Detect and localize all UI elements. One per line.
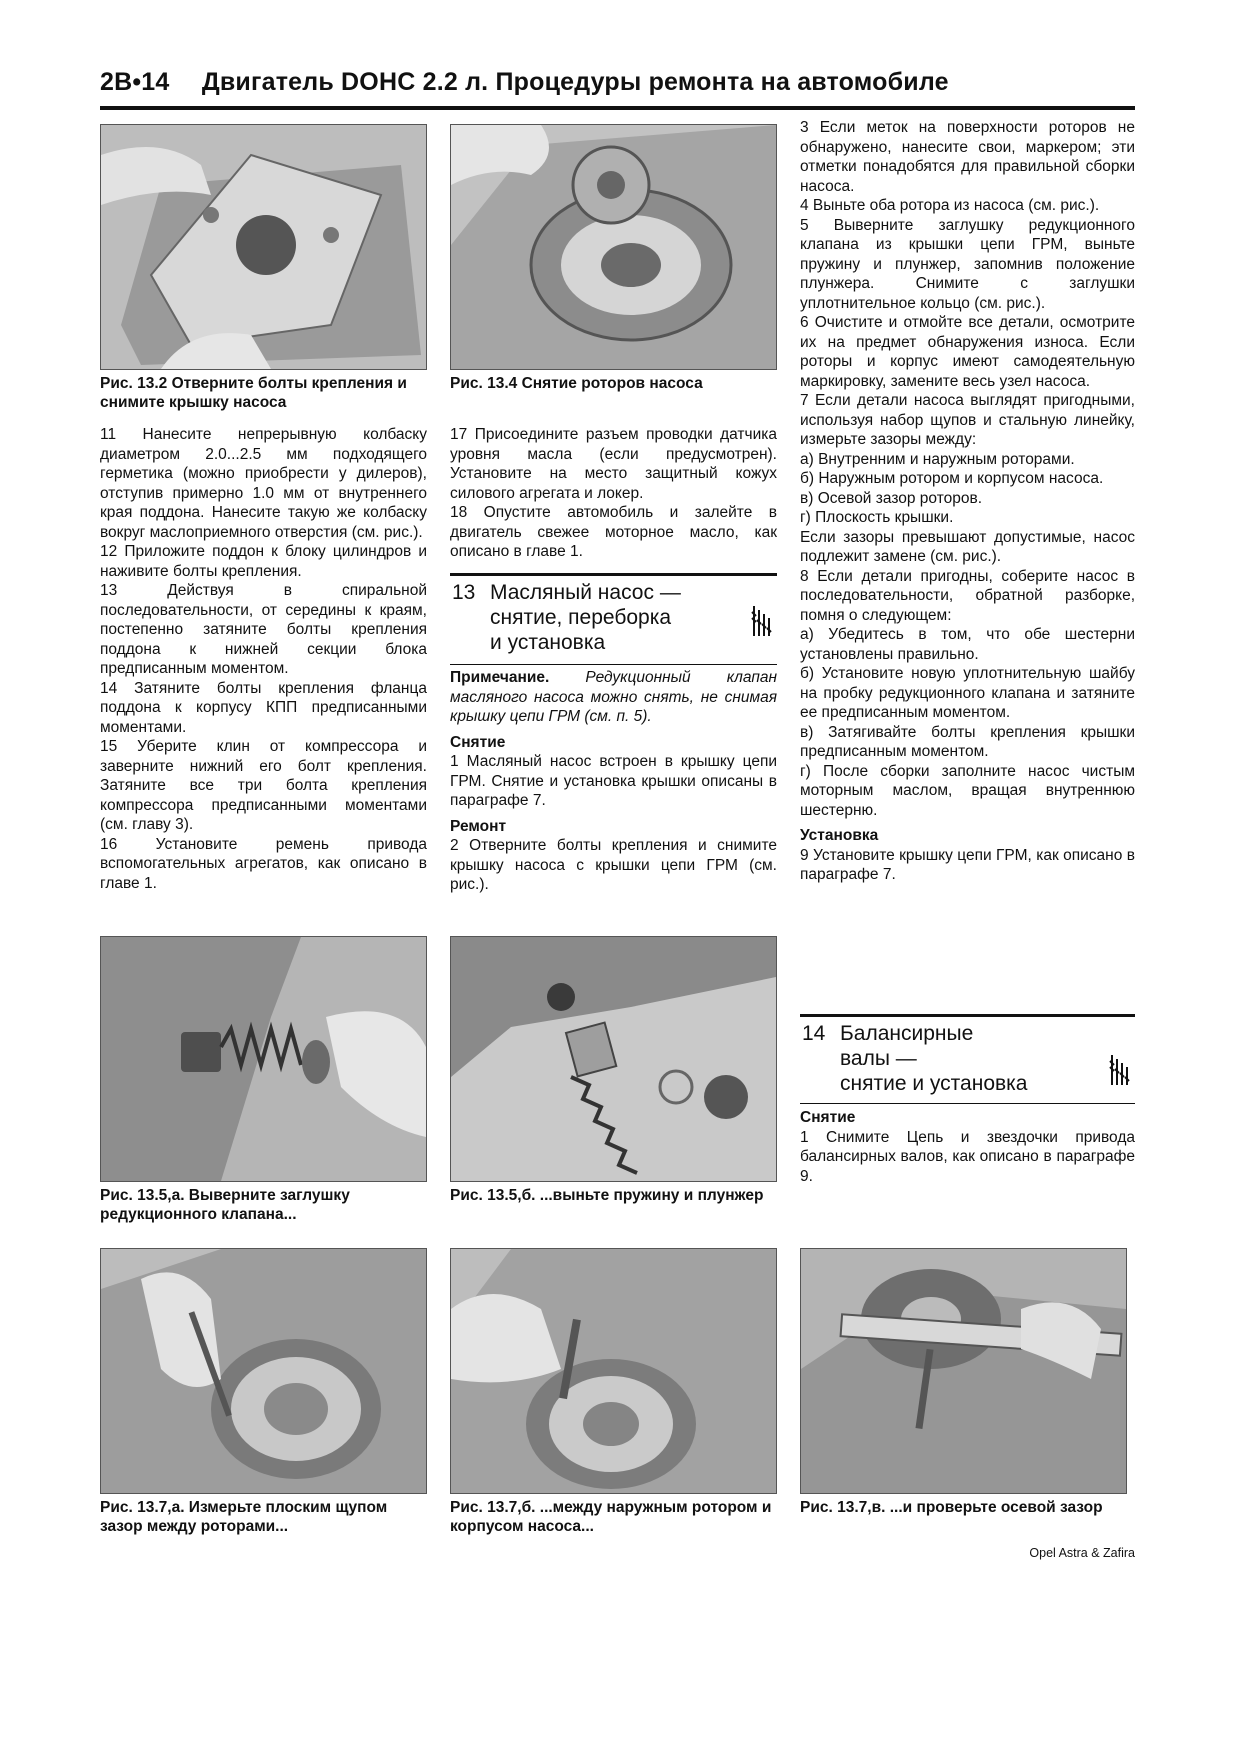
- paragraph-13: 13 Действуя в спиральной последовательности, от середины к краям, постепенно затяните болты крепления поддона к нижней секции блока предписанным моментом.: [100, 582, 427, 677]
- caption-fig-13-7c: Рис. 13.7,в. ...и проверьте осевой зазор: [800, 1499, 1103, 1516]
- caption-fig-13-4: Рис. 13.4 Снятие роторов насоса: [450, 375, 703, 392]
- caption-fig-13-7a: Рис. 13.7,а. Измерьте плоским щупом зазор между роторами...: [100, 1499, 388, 1535]
- paragraph-18: 18 Опустите автомобиль и залейте в двигатель свежее моторное масло, как описано в главе 1.: [450, 504, 777, 560]
- note-label: Примечание.: [450, 669, 550, 686]
- caption-fig-13-7b: Рис. 13.7,б. ...между наружным ротором и корпусом насоса...: [450, 1499, 772, 1535]
- paragraph-17: 17 Присоедините разъем проводки датчика уровня масла (если предусмотрен). Установите на место защитный кожух силового агрегата и локер.: [450, 426, 777, 502]
- photo-pump-cover: [100, 124, 427, 370]
- photo-pump-rotors: [450, 124, 777, 370]
- paragraph-9: 9 Установите крышку цепи ГРМ, как описано в параграфе 7.: [800, 846, 1135, 883]
- paragraph-16: 16 Установите ремень привода вспомогательных агрегатов, как описано в главе 1.: [100, 835, 427, 892]
- paragraph-11: 11 Нанесите непрерывную колбаску диаметром 2.0...2.5 мм подходящего герметика (можно приобрести у дилеров), отступив примерно 1.0 мм от внутреннего края поддона. Нанесите такую же колбаску вокруг маслоприемного отверстия (см. рис.).: [100, 426, 427, 541]
- section-14-title-line1: Балансирные: [840, 1022, 974, 1045]
- paragraph-6: 6 Очистите и отмойте все детали, осмотрите их на предмет обнаружения износа. Если роторы и корпус имеют самодеятельную маркировку, замените весь узел насоса.: [800, 314, 1135, 390]
- list-item-7b: б) Наружным ротором и корпусом насоса.: [800, 470, 1104, 487]
- paragraph-4: 4 Выньте оба ротора из насоса (см. рис.).: [800, 197, 1100, 214]
- list-item-7a: а) Внутренним и наружным роторами.: [800, 450, 1075, 468]
- subheading-installation: Установка: [800, 827, 879, 844]
- list-item-7d: г) Плоскость крышки.: [800, 509, 954, 526]
- text-column-1: [100, 425, 427, 893]
- section-13-number: 13: [452, 581, 476, 604]
- photo-feeler-gauge-rotors: [100, 1248, 427, 1494]
- list-item-8d: г) После сборки заполните насос чистым моторным маслом, вращая внутреннюю шестерню.: [800, 762, 1135, 819]
- caption-fig-13-5b: Рис. 13.5,б. ...выньте пружину и плунжер: [450, 1187, 764, 1204]
- section-13-title-line2: снятие, переборка: [490, 606, 672, 629]
- footer-book-title: Opel Astra & Zafira: [1029, 1546, 1135, 1560]
- paragraph-8: 8 Если детали пригодны, соберите насос в последовательности, обратной разборке, помня о следующем:: [800, 567, 1135, 624]
- photo-straightedge-axial: [800, 1248, 1127, 1494]
- paragraph-7e: Если зазоры превышают допустимые, насос подлежит замене (см. рис.).: [800, 528, 1135, 565]
- paragraph-15: 15 Уберите клин от компрессора и заверните нижний его болт крепления. Затяните все три болта крепления компрессора предписанными моментами (см. главу 3).: [100, 738, 427, 833]
- paragraph-2: 2 Отверните болты крепления и снимите крышку насоса с крышки цепи ГРМ (см. рис.).: [450, 837, 777, 893]
- paragraph-1: 1 Масляный насос встроен в крышку цепи ГРМ. Снятие и установка крышки описаны в параграфе 7.: [450, 753, 777, 809]
- note-paragraph: [450, 668, 777, 727]
- photo-feeler-gauge-housing: [450, 1248, 777, 1494]
- list-item-8c: в) Затягивайте болты крепления крышки предписанным моментом.: [800, 723, 1135, 760]
- section-13-title-line3: и установка: [490, 631, 606, 654]
- caption-fig-13-2: Рис. 13.2 Отверните болты крепления и снимите крышку насоса: [100, 375, 407, 411]
- subheading-removal: Снятие: [450, 733, 506, 751]
- section-14-heading: [800, 1014, 1135, 1104]
- subheading-removal-14: Снятие: [800, 1109, 856, 1126]
- page-header: [100, 68, 1135, 97]
- photo-relief-valve-plug: [100, 936, 427, 1182]
- section-14-title-line3: снятие и установка: [840, 1072, 1028, 1095]
- section-14-number: 14: [802, 1022, 826, 1045]
- paragraph-14-1: 1 Снимите Цепь и звездочки привода балансирных валов, как описано в параграфе 9.: [800, 1128, 1135, 1185]
- header-rule: [100, 106, 1135, 110]
- list-item-7c: в) Осевой зазор роторов.: [800, 489, 983, 507]
- section-14-body: [800, 1108, 1135, 1186]
- paragraph-12: 12 Приложите поддон к блоку цилиндров и наживите болты крепления.: [100, 543, 427, 580]
- note-text: Редукционный клапан масляного насоса можно снять, не снимая крышку цепи ГРМ (см. п. 5).: [450, 669, 777, 725]
- paragraph-14: 14 Затяните болты крепления фланца поддона к корпусу КПП предписанными моментами.: [100, 679, 427, 736]
- text-column-3: [800, 118, 1135, 885]
- page-number: 2B•14: [100, 68, 170, 96]
- page-title: Двигатель DOHC 2.2 л. Процедуры ремонта на автомобиле: [201, 68, 949, 96]
- list-item-8b: б) Установите новую уплотнительную шайбу на пробку редукционного клапана и затяните ее предписанным моментом.: [800, 665, 1135, 721]
- section-13-title-line1: Масляный насос —: [490, 581, 681, 604]
- caption-fig-13-5a: Рис. 13.5,а. Выверните заглушку редукционного клапана...: [100, 1187, 350, 1223]
- paragraph-5: 5 Выверните заглушку редукционного клапана из крышки цепи ГРМ, выньте пружину и плунжер, запомнив положение плунжера. Снимите с заглушки уплотнительное кольцо (см. рис.).: [800, 216, 1135, 312]
- paragraph-3: 3 Если меток на поверхности роторов не обнаружено, нанесите свои, маркером; эти отметки понадобятся для правильной сборки насоса.: [800, 119, 1135, 195]
- difficulty-tools-icon: [751, 604, 773, 638]
- photo-spring-and-plunger: [450, 936, 777, 1182]
- list-item-8a: а) Убедитесь в том, что обе шестерни установлены правильно.: [800, 626, 1135, 663]
- section-13-body: [450, 668, 777, 895]
- section-13-heading: [450, 573, 777, 665]
- subheading-repair: Ремонт: [450, 817, 507, 835]
- text-column-2: [450, 425, 777, 562]
- section-14-title-line2: валы —: [840, 1047, 917, 1070]
- paragraph-7: 7 Если детали насоса выглядят пригодными, используя набор щупов и стальную линейку, измерьте зазоры между:: [800, 392, 1135, 448]
- difficulty-tools-icon: [1109, 1053, 1131, 1087]
